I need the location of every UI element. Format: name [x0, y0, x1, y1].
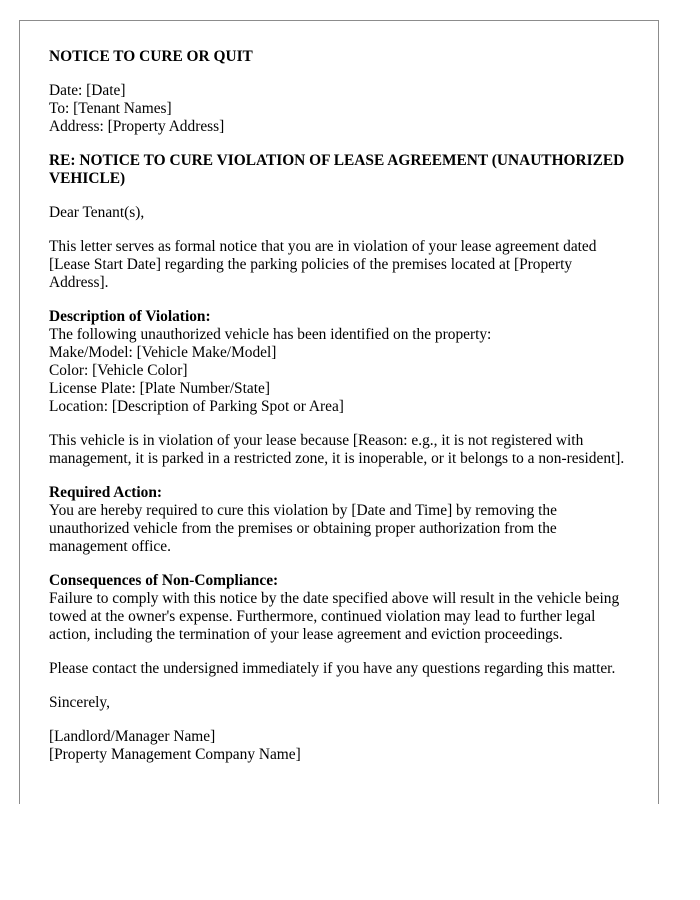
to-line: To: [Tenant Names]	[49, 100, 172, 117]
required-action-heading: Required Action:	[49, 484, 163, 501]
signer-name: [Landlord/Manager Name]	[49, 728, 216, 745]
consequences-section	[49, 572, 628, 644]
required-action-section	[49, 484, 628, 556]
intro-paragraph: This letter serves as formal notice that you are in violation of your lease agreement dated [Lease Start Date] regarding the parking policies of the premises located at [Property Address].	[49, 238, 597, 291]
vehicle-make-model: Make/Model: [Vehicle Make/Model]	[49, 344, 277, 361]
closing-line: Sincerely,	[49, 694, 110, 711]
vehicle-location: Location: [Description of Parking Spot or Area]	[49, 398, 344, 415]
letter-page	[19, 20, 659, 804]
consequences-heading: Consequences of Non-Compliance:	[49, 572, 279, 589]
salutation: Dear Tenant(s),	[49, 204, 145, 221]
contact-paragraph: Please contact the undersigned immediately if you have any questions regarding this matter.	[49, 660, 616, 677]
signature-block	[49, 728, 628, 764]
letter-content	[49, 48, 628, 764]
address-line: Address: [Property Address]	[49, 118, 225, 135]
vehicle-plate: License Plate: [Plate Number/State]	[49, 380, 270, 397]
reason-paragraph: This vehicle is in violation of your lease because [Reason: e.g., it is not registered with management, it is parked in a restricted zone, it is inoperable, or it belongs to a non-resident].	[49, 432, 625, 467]
violation-heading: Description of Violation:	[49, 308, 211, 325]
letter-title: NOTICE TO CURE OR QUIT	[49, 48, 253, 65]
violation-lead: The following unauthorized vehicle has been identified on the property:	[49, 326, 492, 343]
required-action-body: You are hereby required to cure this violation by [Date and Time] by removing the unauthorized vehicle from the premises or obtaining proper authorization from the management office.	[49, 502, 557, 555]
violation-section	[49, 308, 628, 416]
date-line: Date: [Date]	[49, 82, 126, 99]
consequences-body: Failure to comply with this notice by the date specified above will result in the vehicle being towed at the owner's expense. Furthermore, continued violation may lead to further legal action, including the termination of your lease agreement and eviction proceedings.	[49, 590, 620, 643]
vehicle-color: Color: [Vehicle Color]	[49, 362, 188, 379]
re-line: RE: NOTICE TO CURE VIOLATION OF LEASE AGREEMENT (UNAUTHORIZED VEHICLE)	[49, 152, 625, 187]
header-block	[49, 82, 628, 136]
signer-company: [Property Management Company Name]	[49, 746, 301, 763]
